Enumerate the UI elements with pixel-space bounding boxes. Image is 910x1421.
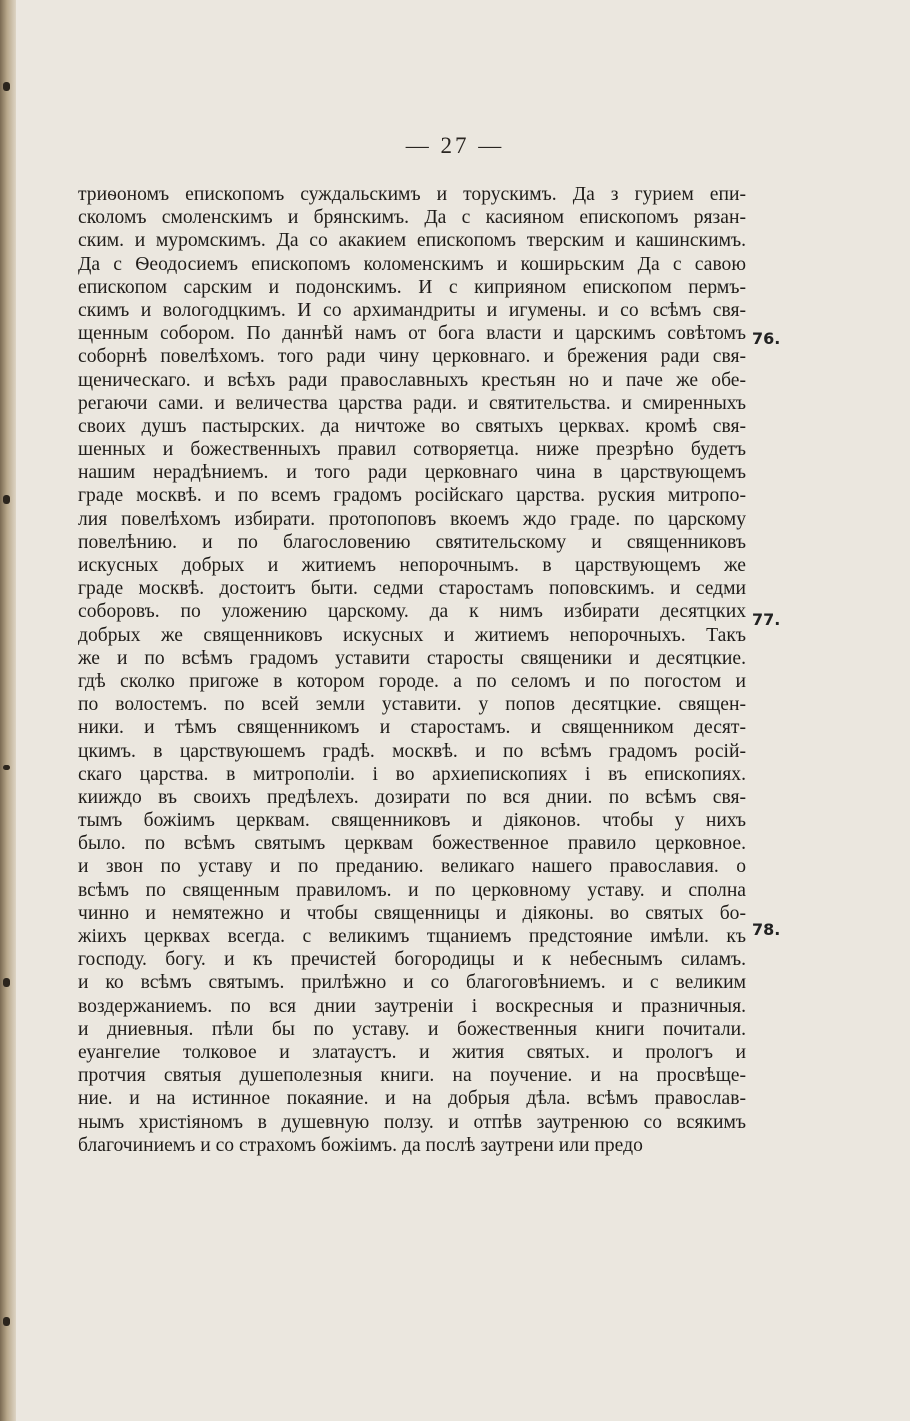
text-line: ским. и муромскимъ. Да со акакием епископомъ тверским и кашинскимъ.: [78, 230, 746, 252]
text-line: граде москвѣ. достоитъ быти. седми старостамъ поповскимъ. и седми: [78, 578, 746, 600]
text-line: было. по всѣмъ святымъ церквам божественное правило церковное.: [78, 833, 746, 855]
text-line: добрых же священниковъ искусных и житиемъ непорочныхъ. Такъ: [78, 624, 746, 646]
text-line: ники. и тѣмъ священникомъ и старостамъ. и священником десят-: [78, 717, 746, 739]
text-line: соборнѣ повелѣхомъ. того ради чину церковнаго. и брежения ради свя-: [78, 346, 746, 368]
text-line: по волостемъ. по всей земли уставити. у попов десятцкие. священ-: [78, 694, 746, 716]
text-line: нашим нерадѣниемъ. и того ради церковнаго чина в царствующемъ: [78, 462, 746, 484]
binding-mark: [3, 978, 10, 987]
text-line: скаго царства. в митрополіи. і во архиепископиях і въ епископиях.: [78, 763, 746, 785]
section-number: 76.: [752, 329, 781, 348]
page-number: — 27 —: [405, 133, 505, 158]
text-line: сколомъ смоленскимъ и брянскимъ. Да с касияном епископомъ рязан-: [78, 207, 746, 229]
text-line: епископом сарским и подонскимъ. И с киприяном епископом пермъ-: [78, 276, 746, 298]
text-line: еуангелие толковое и златаустъ. и жития святых. и прологъ и: [78, 1041, 746, 1063]
body-text: [78, 183, 746, 1157]
text-line: шенных и божественныхъ правил сотворяетца. ниже презрѣно будетъ: [78, 439, 746, 461]
text-line: искусных добрых и житиемъ непорочнымъ. в царствующемъ же: [78, 555, 746, 576]
book-spine-edge: [0, 0, 16, 1421]
text-line: кииждо въ своихъ предѣлехъ. дозирати по вся днии. по всѣмъ свя-: [78, 786, 746, 808]
text-line: своих душъ пастырских. да ничтоже во святыхъ церквах. кромѣ свя-: [78, 415, 746, 437]
text-line: гдѣ сколко пригоже в котором городе. а по селомъ и по погостом и: [78, 670, 746, 692]
text-line: тымъ божіимъ церквам. священниковъ и діяконов. чтобы у нихъ: [78, 810, 746, 832]
text-line: триѳономъ епископомъ суждальскимъ и торускимъ. Да з гурием епи-: [78, 184, 746, 205]
text-line: благочиниемъ и со страхомъ божіимъ. да послѣ заутрени или предо: [78, 1134, 643, 1156]
binding-mark: [3, 82, 10, 91]
text-line: и дниевныя. пѣли бы по уставу. и божественныя книги почитали.: [78, 1018, 746, 1040]
text-line: господу. богу. и къ пречистей богородицы и к небеснымъ силамъ.: [78, 949, 746, 971]
text-line: лия повелѣхомъ избирати. протопоповъ вкоемъ ждо граде. по царскому: [78, 508, 746, 530]
text-line: соборовъ. по уложению царскому. да к нимъ избирати десятцких: [78, 601, 746, 623]
text-line: щеническаго. и всѣхъ ради православныхъ крестьян но и паче же обе-: [78, 369, 746, 391]
text-line: жіихъ церквах всегда. с великимъ тщаниемъ предстояние имѣли. къ: [78, 926, 746, 947]
section-number: 77.: [752, 610, 781, 629]
text-line: цкимъ. в царствуюшемъ градѣ. москвѣ. и по всѣмъ градомъ росій-: [78, 740, 746, 762]
text-line: и звон по уставу и по преданию. великаго нашего православия. о: [78, 856, 746, 878]
text-line: и ко всѣмъ святымъ. прилѣжно и со благоговѣниемъ. и с великим: [78, 972, 746, 994]
text-line: ние. и на истинное покаяние. и на добрыя дѣла. всѣмъ православ-: [78, 1088, 746, 1110]
text-line: нымъ христіяномъ в душевную ползу. и отпѣв заутренюю со всякимъ: [78, 1111, 746, 1133]
text-line: щенным собором. По даннѣй намъ от бога власти и царскимъ совѣтомъ: [78, 323, 746, 345]
text-line: протчия святыя душеполезныя книги. на поучение. и на просвѣще-: [78, 1065, 746, 1087]
text-line: всѣмъ по священным правиломъ. и по церковному уставу. и сполна: [78, 879, 746, 901]
text-line: Да с Ѳеодосиемъ епископомъ коломенскимъ и коширьским Да с савою: [78, 253, 746, 275]
text-line: скимъ и вологодцкимъ. И со архимандриты и игумены. и со всѣмъ свя-: [78, 299, 746, 321]
text-line: чинно и немятежно и чтобы священницы и діяконы. во святых бо-: [78, 902, 746, 924]
text-line: воздержаниемъ. по вся днии заутреніи і воскресныя и празничныя.: [78, 995, 746, 1017]
text-line: же и по всѣмъ градомъ уставити старосты священики и десятцкие.: [78, 647, 746, 669]
text-line: повелѣнию. и по благословению святительскому и священниковъ: [78, 531, 746, 553]
section-number: 78.: [752, 920, 781, 939]
text-line: граде москвѣ. и по всемъ градомъ російскаго царства. руския митропо-: [78, 485, 746, 507]
binding-mark: [3, 495, 10, 504]
binding-mark: [3, 765, 10, 770]
binding-mark: [3, 1317, 10, 1326]
text-line: регаючи сами. и величества царства ради. и святительства. и смиренныхъ: [78, 392, 746, 414]
